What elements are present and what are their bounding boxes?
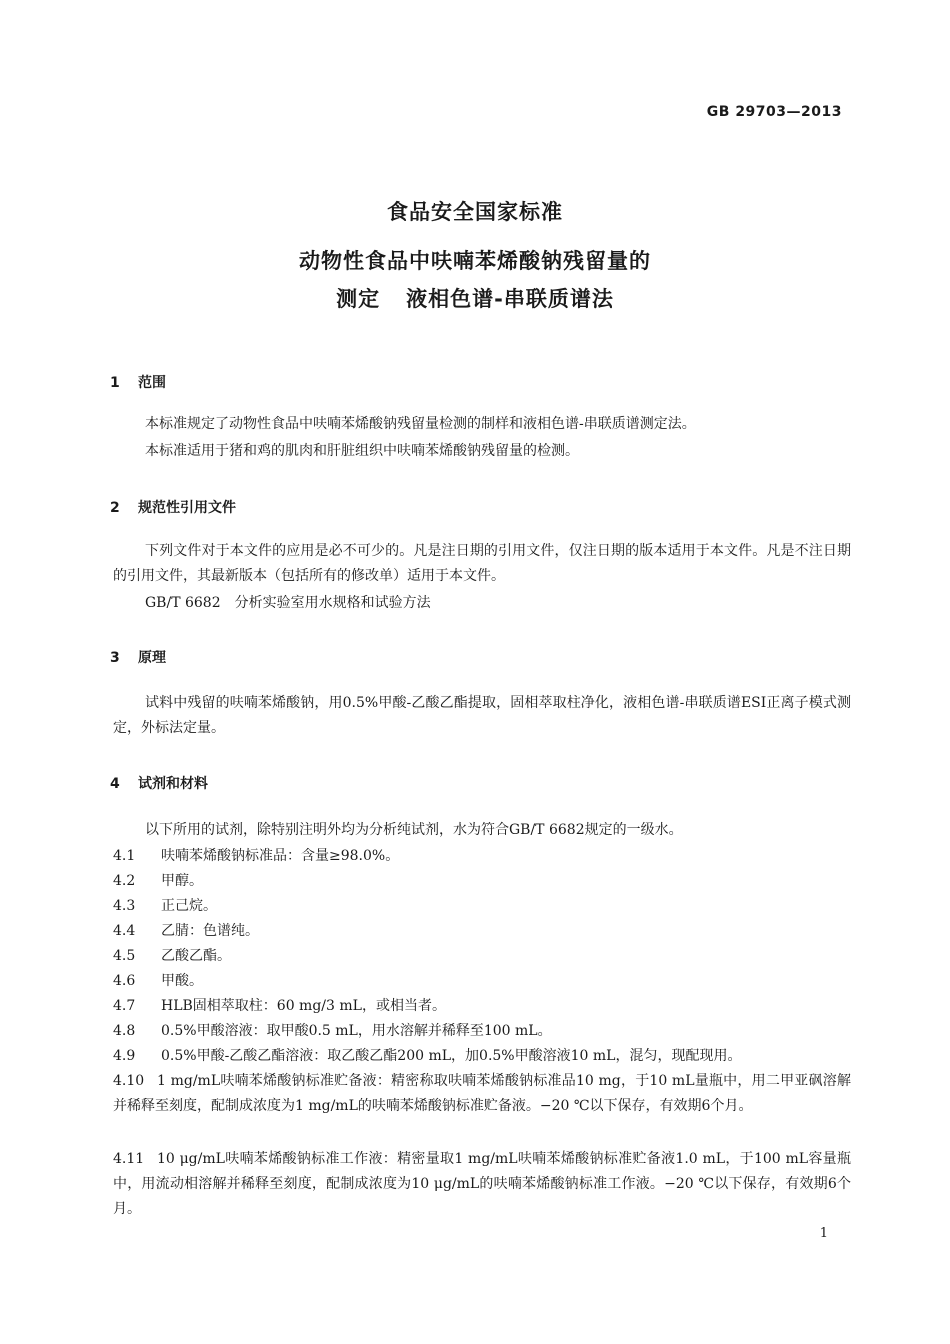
principle-paragraph: 试料中残留的呋喃苯烯酸钠，用0.5%甲酸-乙酸乙酯提取，固相萃取柱净化，液相色谱-串联质谱ESI正离子模式测定，外标法定量。 (113, 695, 851, 736)
item-text: HLB固相萃取柱：60 mg/3 mL，或相当者。 (161, 998, 446, 1014)
item-number: 4.2 (113, 873, 136, 889)
item-text: 甲醇。 (161, 873, 203, 889)
item-number: 4.6 (113, 973, 136, 989)
item-text: 呋喃苯烯酸钠标准品：含量≥98.0%。 (161, 848, 400, 864)
reagent-item (113, 919, 851, 944)
section-number: 1 (110, 375, 120, 391)
reagent-item (113, 1069, 851, 1119)
item-number: 4.7 (113, 998, 136, 1014)
reagent-item (113, 944, 851, 969)
section-title: 规范性引用文件 (138, 500, 236, 516)
item-number: 4.11 (113, 1151, 145, 1167)
reagent-item (113, 844, 851, 869)
page-number: 1 (819, 1226, 828, 1241)
item-number: 4.5 (113, 948, 136, 964)
reagent-item (113, 1147, 851, 1222)
item-number: 4.1 (113, 848, 136, 864)
item-text: 乙酸乙酯。 (161, 948, 231, 964)
subtitle-part-a: 测定 (336, 287, 381, 311)
item-number: 4.8 (113, 1023, 136, 1039)
document-subtitle-line1: 动物性食品中呋喃苯烯酸钠残留量的 (299, 249, 651, 273)
item-number: 4.9 (113, 1048, 136, 1064)
section-title: 原理 (138, 650, 166, 666)
section-number: 3 (110, 650, 120, 666)
reagent-item (113, 1044, 851, 1069)
item-number: 4.3 (113, 898, 136, 914)
reagent-item (113, 869, 851, 894)
section-heading-principle (110, 647, 166, 667)
section-heading-scope (110, 372, 166, 392)
reagent-item (113, 894, 851, 919)
section-number: 4 (110, 776, 120, 792)
scope-paragraph-1: 本标准规定了动物性食品中呋喃苯烯酸钠残留量检测的制样和液相色谱-串联质谱测定法。 (145, 416, 696, 432)
section-number: 2 (110, 500, 120, 516)
item-text: 1 mg/mL呋喃苯烯酸钠标准贮备液：精密称取呋喃苯烯酸钠标准品10 mg，于10 mL量瓶中，用二甲亚砜溶解并稀释至刻度，配制成浓度为1 mg/mL的呋喃苯烯酸钠标准贮备液。−20 ℃以下保存，有效期6个月。 (113, 1073, 851, 1114)
reagent-item (113, 969, 851, 994)
section-heading-references (110, 497, 236, 517)
item-number: 4.10 (113, 1073, 145, 1089)
reagents-intro: 以下所用的试剂，除特别注明外均为分析纯试剂，水为符合GB/T 6682规定的一级水。 (145, 822, 683, 838)
item-number: 4.4 (113, 923, 136, 939)
item-text: 正己烷。 (161, 898, 217, 914)
section-title: 范围 (138, 375, 166, 391)
standard-code: GB 29703—2013 (706, 104, 842, 120)
reference-entry: GB/T 6682 分析实验室用水规格和试验方法 (145, 595, 431, 611)
document-subtitle-line2 (0, 283, 950, 313)
section-title: 试剂和材料 (138, 776, 208, 792)
item-text: 0.5%甲酸-乙酸乙酯溶液：取乙酸乙酯200 mL，加0.5%甲酸溶液10 mL，混匀，现配现用。 (161, 1048, 742, 1064)
subtitle-part-b: 液相色谱-串联质谱法 (406, 287, 614, 311)
scope-paragraph-2: 本标准适用于猪和鸡的肌肉和肝脏组织中呋喃苯烯酸钠残留量的检测。 (145, 443, 579, 459)
section-heading-reagents (110, 773, 208, 793)
item-text: 甲酸。 (161, 973, 203, 989)
reagent-item (113, 1019, 851, 1044)
document-title: 食品安全国家标准 (387, 200, 563, 224)
item-text: 10 μg/mL呋喃苯烯酸钠标准工作液：精密量取1 mg/mL呋喃苯烯酸钠标准贮备液1.0 mL，于100 mL容量瓶中，用流动相溶解并稀释至刻度，配制成浓度为10 μg/mL的呋喃苯烯酸钠标准工作液。−20 ℃以下保存，有效期6个月。 (113, 1151, 851, 1217)
item-text: 0.5%甲酸溶液：取甲酸0.5 mL，用水溶解并稀释至100 mL。 (161, 1023, 552, 1039)
reagent-item (113, 994, 851, 1019)
item-text: 乙腈：色谱纯。 (161, 923, 259, 939)
references-paragraph: 下列文件对于本文件的应用是必不可少的。凡是注日期的引用文件，仅注日期的版本适用于本文件。凡是不注日期的引用文件，其最新版本（包括所有的修改单）适用于本文件。 (113, 543, 851, 584)
